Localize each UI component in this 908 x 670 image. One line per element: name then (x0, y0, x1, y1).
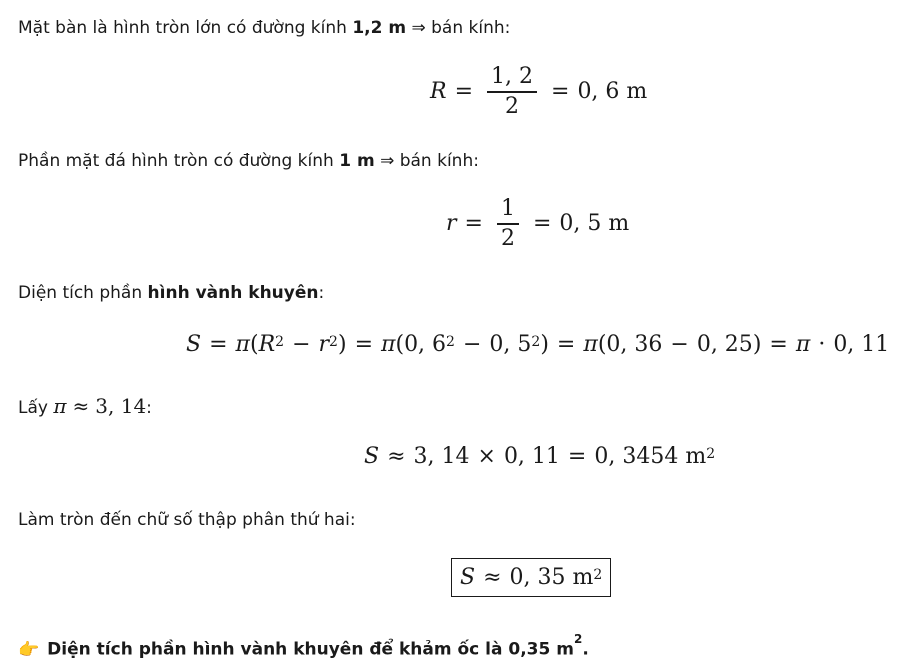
number: 3, 14 (413, 444, 470, 469)
symbol-pi: π (381, 332, 396, 357)
minus-sign: − (462, 332, 482, 357)
exponent: 2 (446, 333, 455, 350)
approx-sign: ≈ (72, 394, 90, 418)
equation-big-radius (430, 64, 647, 120)
symbol-pi: π (53, 394, 67, 418)
minus-sign: − (292, 332, 311, 357)
symbol-pi: π (583, 332, 598, 357)
text-segment: ⇒ bán kính: (374, 151, 479, 171)
symbol-R: R (258, 332, 276, 357)
pointing-finger-icon: 👉 (18, 639, 40, 660)
number: 0, 6 (404, 332, 447, 357)
text-segment: Làm tròn đến chữ số thập phân thứ hai: (18, 510, 356, 530)
denominator: 2 (505, 93, 519, 119)
numerator: 1, 2 (491, 64, 533, 89)
bold-value: 1 m (339, 151, 375, 171)
result: 0, 5 m (559, 211, 630, 237)
text-segment: : (318, 283, 325, 303)
symbol-r: r (318, 332, 330, 357)
text-line-table-diameter (18, 16, 510, 40)
unit: m (685, 444, 707, 469)
equals-sign: = (354, 332, 373, 357)
equals-sign: = (532, 211, 552, 237)
pi-value: 3, 14 (95, 394, 147, 418)
text-line-rounding (18, 508, 356, 532)
equals-sign: = (209, 332, 228, 357)
equals-sign: = (556, 332, 576, 357)
text-segment: : (146, 398, 152, 418)
number: 0, 3454 (594, 444, 679, 469)
times-sign: × (477, 444, 496, 469)
paren: ( (395, 332, 405, 357)
symbol-S: S (186, 332, 202, 357)
text-line-stone-diameter (18, 149, 479, 173)
symbol-pi: π (235, 332, 250, 357)
equals-sign: = (454, 79, 474, 105)
text-segment: Phần mặt đá hình tròn có đường kính (18, 151, 340, 171)
period: . (582, 639, 589, 660)
number: 0, 11 (833, 332, 890, 357)
paren: ( (249, 332, 259, 357)
equation-area-value (364, 444, 715, 469)
equation-area (186, 332, 889, 357)
equals-sign: = (464, 211, 483, 237)
paren: ) (752, 332, 762, 357)
number: 0, 11 (503, 444, 560, 469)
paren: ( (597, 332, 607, 357)
exponent: 2 (573, 632, 583, 646)
number: 0, 5 (489, 332, 532, 357)
text-segment: Diện tích phần (18, 283, 148, 303)
approx-sign: ≈ (387, 444, 406, 469)
result: 0, 6 m (577, 79, 648, 105)
symbol-R: R (430, 79, 447, 105)
exponent: 2 (531, 333, 541, 350)
equals-sign: = (769, 332, 788, 357)
number: 0, 36 (606, 332, 663, 357)
fraction (487, 64, 537, 120)
symbol-S: S (460, 565, 476, 590)
text-segment: ⇒ bán kính: (406, 18, 511, 38)
number: 0, 25 (696, 332, 753, 357)
equation-small-radius (446, 196, 629, 252)
exponent: 2 (593, 566, 603, 583)
symbol-S: S (364, 444, 380, 469)
exponent: 2 (329, 333, 338, 350)
equals-sign: = (551, 79, 570, 105)
text-line-pi-approx (18, 394, 152, 420)
exponent: 2 (275, 333, 285, 350)
exponent: 2 (706, 445, 716, 462)
unit: m (572, 565, 594, 590)
text-line-area-intro (18, 281, 324, 305)
dot-operator: · (818, 332, 826, 357)
approx-sign: ≈ (483, 565, 502, 590)
text-segment: Mặt bàn là hình tròn lớn có đường kính (18, 18, 353, 38)
equals-sign: = (567, 444, 587, 469)
paren: ) (540, 332, 549, 357)
conclusion-text: Diện tích phần hình vành khuyên để khảm ốc là 0,35 m (47, 639, 574, 660)
denominator: 2 (500, 225, 515, 251)
bold-value: 1,2 m (352, 18, 407, 38)
bold-term: hình vành khuyên (147, 283, 319, 303)
number: 0, 35 (509, 565, 566, 590)
paren: ) (337, 332, 347, 357)
boxed-result (451, 558, 611, 597)
conclusion-line (18, 632, 589, 662)
minus-sign: − (670, 332, 689, 357)
numerator: 1 (500, 196, 515, 221)
text-segment: Lấy (18, 398, 54, 418)
symbol-r: r (446, 211, 457, 237)
fraction (497, 196, 519, 252)
symbol-pi: π (795, 332, 811, 357)
